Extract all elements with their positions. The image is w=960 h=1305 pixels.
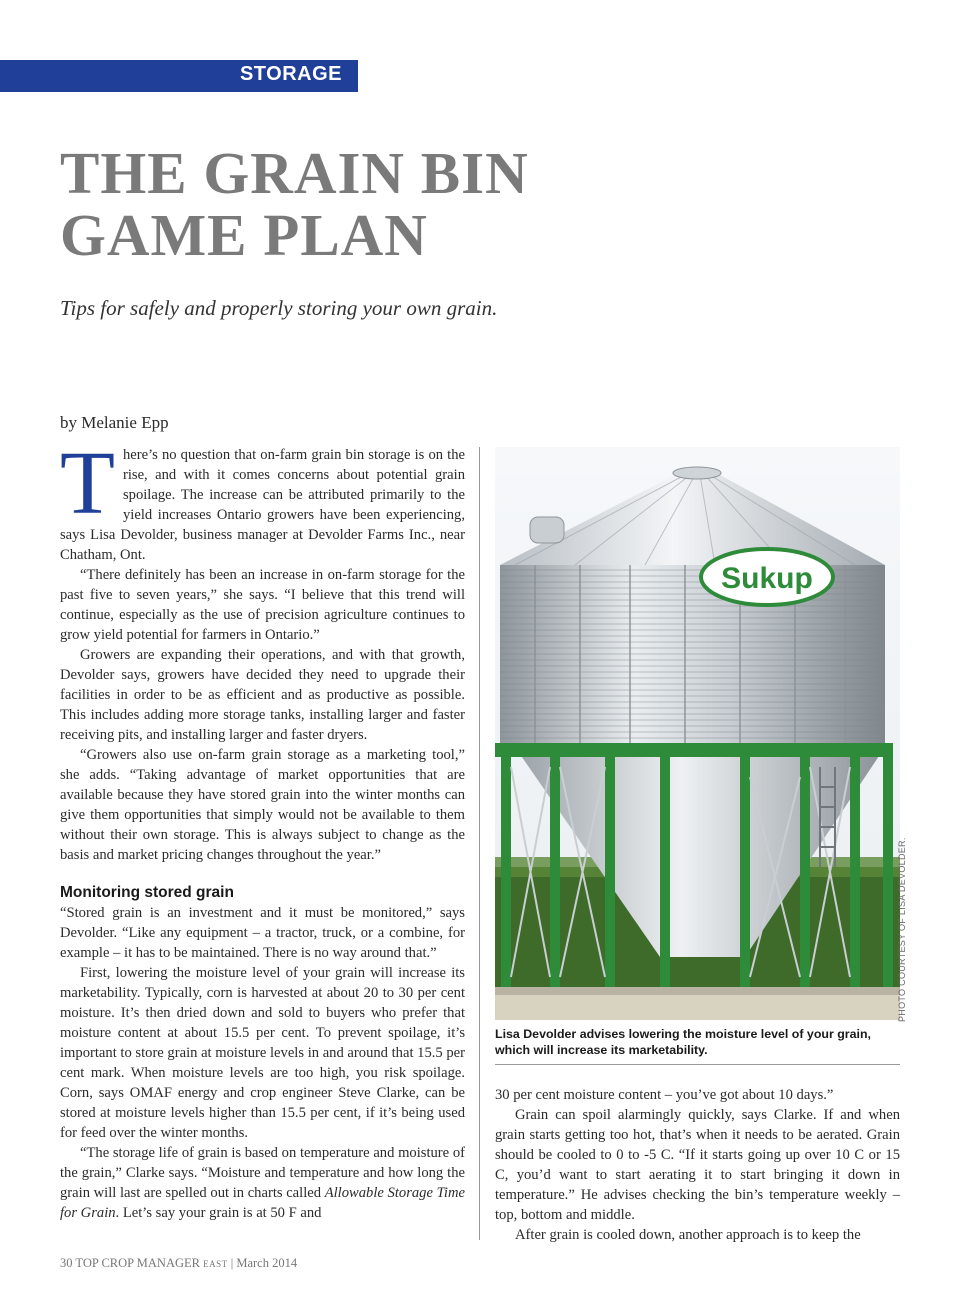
paragraph: First, lowering the moisture level of your grain will increase its marketability. Typically, corn is harvested at about 20 to 30 per cent moisture. It’s then dried down and sold to buyers who prefer that moisture content at about 15.5 per cent. To prevent spoilage, it’s important to store grain at moisture levels in and around that 15.5 per cent mark. When moisture levels are too high, you risk spoilage. Corn, says OMAF energy and crop engineer Steve Clarke, can be stored at moisture levels higher than 15.5 per cent, if it’s being used for feed over the winter months. bbox=[60, 965, 465, 1141]
footer-separator: | bbox=[230, 1256, 234, 1270]
issue-date: March 2014 bbox=[236, 1256, 298, 1270]
paragraph: There’s no question that on-farm grain bin storage is on the rise, and with it comes concerns about potential grain spoilage. The increase can be attributed primarily to the yield increases Ontario growers have been experiencing, says Lisa Devolder, business manager at Devolder Farms Inc., near Chatham, Ont. bbox=[60, 434, 465, 563]
drop-cap: T bbox=[60, 434, 115, 533]
paragraph: After grain is cooled down, another approach is to keep the bbox=[515, 1227, 861, 1243]
headline-line-1: THE GRAIN BIN bbox=[60, 140, 529, 206]
paragraph: “Stored grain is an investment and it must be monitored,” says Devolder. “Like any equipment – a tractor, truck, or a combine, for example – it has to be maintained. There is no way around that.” bbox=[60, 905, 465, 961]
grain-bin-photo bbox=[495, 447, 900, 1020]
subheading: Monitoring stored grain bbox=[60, 884, 234, 901]
byline: by Melanie Epp bbox=[60, 413, 169, 432]
page-footer bbox=[60, 1256, 297, 1271]
section-banner bbox=[0, 60, 358, 92]
article-deck: Tips for safely and properly storing your own grain. bbox=[60, 296, 498, 320]
headline-line-2: GAME PLAN bbox=[60, 202, 428, 268]
paragraph: Grain can spoil alarmingly quickly, says Clarke. If and when grain starts getting too hot, that’s when it needs to be aerated. Grain should be cooled to 0 to -5 C. “If it starts going up over 10 C or 15 C, you’d want to start aerating it to start bringing it down in temperature.” He advises checking the bin’s temperature weekly – top, bottom and middle. bbox=[495, 1107, 900, 1223]
photo-caption: Lisa Devolder advises lowering the moisture level of your grain, which will increase its marketability. bbox=[495, 1026, 900, 1065]
bin-brand-logo: Sukup bbox=[721, 562, 813, 595]
paragraph: 30 per cent moisture content – you’ve got about 10 days.” bbox=[495, 1087, 834, 1103]
left-column bbox=[60, 434, 465, 1223]
photo-credit: PHOTO COURTESY OF LISA DEVOLDER. bbox=[897, 837, 907, 1022]
right-column bbox=[495, 1085, 900, 1245]
article-headline bbox=[60, 142, 620, 266]
page-number: 30 bbox=[60, 1256, 73, 1270]
column-divider bbox=[479, 447, 480, 1240]
magazine-edition: EAST bbox=[203, 1259, 228, 1269]
paragraph: “There definitely has been an increase in on-farm storage for the past five to seven years,” she says. “I believe that this trend will continue, especially as the use of precision agriculture continues to grow yield potential for farmers in Ontario.” bbox=[60, 567, 465, 643]
paragraph: “Growers also use on-farm grain storage as a marketing tool,” she adds. “Taking advantage of market opportunities that are available because they have stored grain into the winter months can give them opportunities that simply would not be available to them without their own storage. This is always subject to change as the basis and market pricing changes throughout the year.” bbox=[60, 747, 465, 863]
section-label: STORAGE bbox=[239, 63, 342, 85]
magazine-name: TOP CROP MANAGER bbox=[75, 1256, 200, 1270]
grain-bin-illustration bbox=[495, 447, 900, 1020]
paragraph: “The storage life of grain is based on temperature and moisture of the grain,” Clarke says. “Moisture and temperature and how long the grain will last are spelled out in charts called Allowable Storage Time for Grain. Let’s say your grain is at 50 F and bbox=[60, 1145, 465, 1221]
paragraph: Growers are expanding their operations, and with that growth, Devolder says, growers have decided they need to upgrade their facilities in order to be as efficient and as productive as possible. This includes adding more storage tanks, installing larger and faster receiving pits, and installing larger and faster dryers. bbox=[60, 647, 465, 743]
